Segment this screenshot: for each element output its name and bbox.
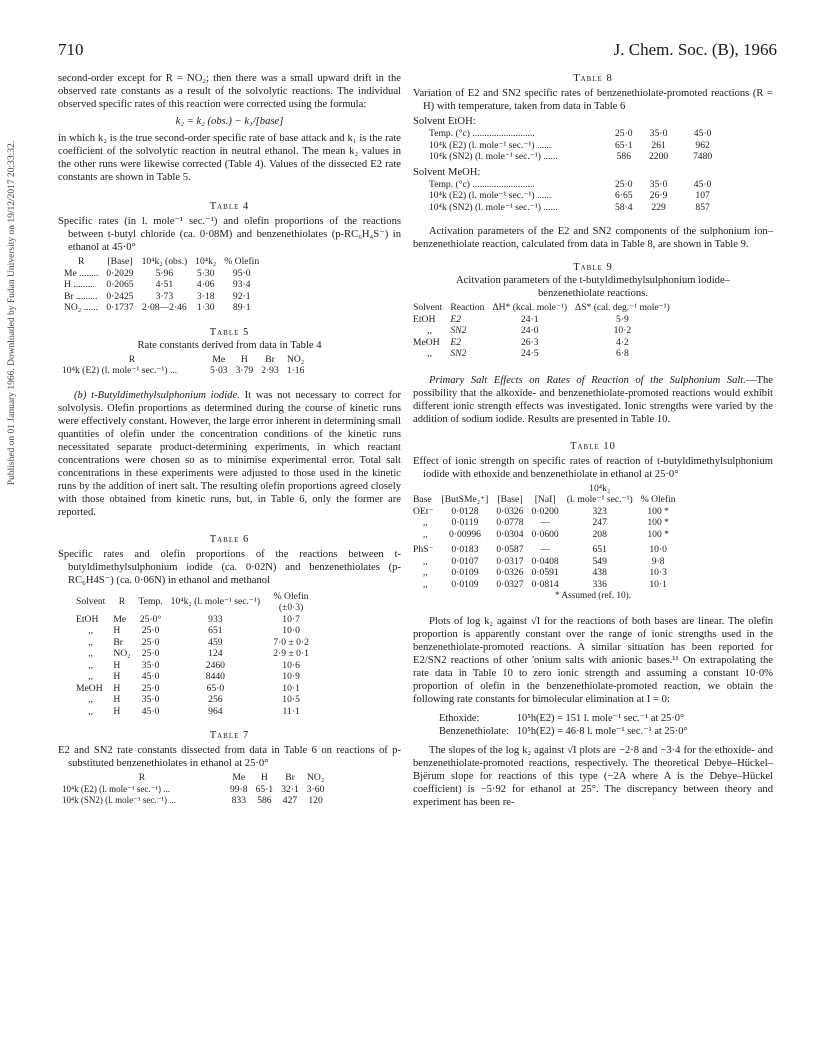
download-watermark: Published on 01 January 1966. Downloaded by Fudan University on 19/12/2017 20:33:32. bbox=[7, 140, 17, 486]
table-5-title: Table 5 bbox=[209, 326, 250, 338]
table-cell: 10⁴k (E2) (l. mole⁻¹ sec.⁻¹) ...... bbox=[429, 190, 552, 201]
table-cell: 10⁴k (SN2) (l. mole⁻¹ sec.⁻¹) ...... bbox=[429, 151, 558, 162]
table-cell: 857 bbox=[695, 201, 710, 213]
table-cell: Temp. (°c) .......................... bbox=[429, 178, 535, 190]
table-row bbox=[72, 625, 318, 637]
table-cell: 651 bbox=[592, 544, 607, 555]
table-row bbox=[413, 540, 680, 556]
table-row bbox=[72, 614, 318, 626]
table-row bbox=[72, 660, 318, 672]
table-header: NO₂ bbox=[286, 353, 305, 365]
rate-equations bbox=[439, 712, 692, 738]
table-cell: H bbox=[113, 705, 121, 717]
table-cell: 10⁴k (SN2) (l. mole⁻¹ sec.⁻¹) ... bbox=[62, 795, 177, 805]
table-cell: 11·1 bbox=[282, 705, 300, 717]
table-cell: 0·0200 bbox=[531, 505, 559, 517]
table-header: Solvent bbox=[413, 302, 443, 313]
paragraph: The slopes of the log k₂ against √I plots are −2·8 and −3·4 for the ethoxide- and benzenethiolate-promoted reactions, respectively. The theoretical Debye–Hückel–Bjërum slope for reactions of this type (−2A where A is the Debye–Hückel coefficient) is −5·92 for ethanol at 25°. The discrepancy between theory and experiment has been re- bbox=[413, 745, 773, 808]
paragraph-heading: (b) t-Butyldimethylsulphonium iodide. bbox=[74, 389, 240, 401]
table-cell: 10·2 bbox=[613, 325, 632, 336]
table-row bbox=[413, 325, 674, 337]
table-cell: 65·1 bbox=[615, 139, 633, 151]
table-row bbox=[413, 337, 674, 349]
table-row bbox=[58, 784, 328, 796]
table-cell: 107 bbox=[695, 190, 710, 201]
table-10-footnote: * Assumed (ref. 10). bbox=[554, 591, 632, 601]
table-cell: 24·0 bbox=[520, 325, 539, 336]
page-number: 710 bbox=[58, 40, 84, 59]
table-cell: 2·08—2·46 bbox=[141, 302, 187, 313]
table-row bbox=[413, 506, 680, 518]
table-header: 10⁴k₂ (l. mole⁻¹ sec.⁻¹) bbox=[170, 596, 261, 608]
table-cell: 0·0119 bbox=[451, 517, 479, 528]
table-6-title: Table 6 bbox=[209, 533, 250, 545]
table-header: Me bbox=[212, 353, 226, 365]
table-cell: H bbox=[113, 682, 121, 694]
equation-label: Benzenethiolate: bbox=[439, 726, 509, 737]
table-cell: 24·5 bbox=[520, 348, 539, 359]
formula: k₂ = k₂ (obs.) − k₁/[base] bbox=[175, 116, 284, 127]
table-cell: 0·0326 bbox=[496, 505, 524, 517]
table-header: ΔH* (kcal. mole⁻¹) bbox=[492, 302, 568, 313]
table-cell: 7480 bbox=[693, 151, 713, 162]
table-cell: Br bbox=[113, 636, 123, 648]
table-cell: MeOH bbox=[413, 336, 440, 348]
table-8-solvent-label: Solvent MeOH: bbox=[413, 166, 481, 178]
table-cell: 0·0109 bbox=[451, 578, 479, 590]
table-cell: ,, bbox=[88, 671, 94, 682]
table-header: R bbox=[138, 772, 146, 783]
table-cell: ,, bbox=[427, 325, 433, 336]
table-row bbox=[425, 202, 725, 214]
table-8-solvent-label: Solvent EtOH: bbox=[413, 116, 476, 127]
table-cell: 2·9 ± 0·1 bbox=[273, 648, 309, 659]
table-header: Base bbox=[413, 494, 432, 505]
table-cell: H bbox=[113, 671, 121, 682]
table-header: Temp. bbox=[138, 596, 163, 608]
table-row bbox=[413, 529, 680, 541]
table-row bbox=[58, 365, 308, 377]
table-cell: 208 bbox=[592, 528, 607, 540]
table-cell: 229 bbox=[651, 201, 666, 213]
table-cell: 2200 bbox=[649, 151, 669, 162]
table-header: 10⁴k₂ bbox=[589, 482, 611, 494]
table-cell: 0·2029 bbox=[106, 267, 134, 279]
table-cell: 124 bbox=[208, 648, 223, 659]
table-cell: 586 bbox=[616, 151, 631, 162]
table-cell: 247 bbox=[592, 517, 607, 528]
table-cell: 0·0317 bbox=[496, 555, 524, 567]
table-header: Reaction bbox=[450, 302, 485, 313]
table-header: Br bbox=[285, 772, 295, 783]
table-row bbox=[72, 671, 318, 683]
table-cell: 35·0 bbox=[141, 659, 160, 671]
table-header: H bbox=[260, 772, 268, 783]
table-cell: 89·1 bbox=[232, 302, 251, 313]
table-6-caption: Specific rates and olefin proportions of the reactions between t-butyldimethylsulphonium iodide (ca. 0·02N) and benzenethiolates (p-RC₆H4S⁻) (ca. 0·06N) in ethanol and methanol bbox=[58, 548, 401, 586]
table-cell: SN2 bbox=[450, 325, 467, 336]
paragraph: in which k₂ is the true second-order specific rate of base attack and k₁ is the rate coefficient of the solvolytic reaction in neutral ethanol. The mean k₂ values in the other runs were likewise corrected (Table 4). Values of the dissected E2 rate constants are shown in Table 5. bbox=[58, 133, 401, 183]
table-cell: ,, bbox=[88, 705, 94, 717]
table-cell: 964 bbox=[208, 705, 223, 717]
table-cell: 25·0 bbox=[141, 625, 160, 636]
table-cell: ,, bbox=[88, 625, 94, 636]
table-cell: 10⁴k (E2) (l. mole⁻¹ sec.⁻¹) ... bbox=[62, 783, 171, 794]
table-cell: H bbox=[113, 694, 121, 705]
table-cell: 0·2425 bbox=[106, 290, 134, 302]
table-row bbox=[72, 683, 318, 695]
table-cell: 962 bbox=[695, 139, 710, 151]
table-header: 10⁴k₂ bbox=[195, 256, 217, 267]
table-cell: 45·0 bbox=[141, 705, 160, 717]
table-cell: 95·0 bbox=[232, 267, 251, 279]
table-cell: 26·9 bbox=[649, 190, 668, 201]
table-cell: Me ........ bbox=[64, 267, 99, 279]
table-cell: 10·7 bbox=[282, 613, 300, 625]
table-5 bbox=[58, 354, 308, 377]
table-cell: SN2 bbox=[450, 348, 467, 359]
table-cell: 2460 bbox=[205, 659, 225, 671]
table-7-caption: E2 and SN2 rate constants dissected from data in Table 6 on reactions of p-substituted benzenethiolates in ethanol at 25·0° bbox=[58, 745, 401, 769]
table-header: NO₂ bbox=[306, 772, 325, 783]
table-cell: 0·0327 bbox=[496, 578, 524, 590]
table-header: [Base] bbox=[107, 256, 133, 267]
table-cell: 25·0 bbox=[141, 636, 160, 648]
table-cell: 5·30 bbox=[196, 267, 215, 279]
paragraph bbox=[413, 374, 773, 426]
table-cell: 0·0183 bbox=[451, 544, 479, 555]
table-cell: 65·1 bbox=[255, 783, 274, 795]
table-header: R bbox=[77, 256, 85, 267]
table-cell: 10·5 bbox=[282, 694, 300, 705]
table-cell: EtOH bbox=[413, 313, 436, 325]
table-cell: 10·1 bbox=[282, 682, 300, 694]
table-header: [NaI] bbox=[534, 494, 556, 505]
table-row bbox=[425, 128, 725, 140]
table-cell: 0·0408 bbox=[531, 555, 559, 567]
table-9-caption: Acitvation parameters of the t-butyldimethylsulphonium iodide–benzenethiolate reactions. bbox=[456, 275, 730, 299]
table-cell: 3·73 bbox=[155, 290, 174, 302]
left-column bbox=[58, 72, 401, 807]
table-10-title: Table 10 bbox=[570, 440, 616, 452]
table-header: Me bbox=[232, 772, 246, 783]
table-header: % Olefin bbox=[640, 494, 676, 505]
table-cell: 45·0 bbox=[693, 128, 712, 139]
table-cell: Me bbox=[113, 613, 127, 625]
equation: 10⁵h(E2) = 151 l. mole⁻¹ sec.⁻¹ at 25·0° bbox=[516, 713, 685, 724]
table-row bbox=[425, 151, 725, 163]
table-cell: 0·0591 bbox=[531, 567, 559, 578]
table-cell: ,, bbox=[422, 578, 428, 590]
table-cell: 0·00996 bbox=[448, 528, 481, 540]
table-cell: MeOH bbox=[76, 682, 103, 694]
table-cell: 0·0326 bbox=[496, 567, 524, 578]
table-cell: 0·0128 bbox=[451, 505, 479, 517]
table-cell: 26·3 bbox=[520, 336, 539, 348]
table-cell: 1·30 bbox=[196, 302, 215, 313]
table-cell: OEt⁻ bbox=[413, 505, 434, 517]
table-header: (l. mole⁻¹ sec.⁻¹) bbox=[566, 494, 633, 505]
table-cell: ,, bbox=[422, 555, 428, 567]
table-cell: 65·0 bbox=[206, 682, 225, 694]
table-cell: 833 bbox=[231, 795, 246, 806]
table-cell: NO₂ bbox=[113, 648, 131, 659]
table-cell: 10·6 bbox=[282, 659, 300, 671]
table-cell: 586 bbox=[257, 795, 272, 806]
table-cell: NO₂ ...... bbox=[64, 302, 98, 313]
table-cell: 24·1 bbox=[520, 313, 539, 325]
table-cell: ,, bbox=[88, 648, 94, 659]
table-cell: ,, bbox=[422, 567, 428, 578]
table-header: Solvent bbox=[76, 596, 106, 608]
table-row bbox=[60, 291, 263, 303]
paragraph bbox=[58, 389, 401, 519]
table-row bbox=[72, 706, 318, 718]
table-cell: H bbox=[113, 625, 121, 636]
table-4-caption: Specific rates (in l. mole⁻¹ sec.⁻¹) and olefin proportions of the reactions between t-butyl chloride (ca. 0·08M) and benzenethiolates (p-RC₆H₄S⁻) in ethanol at 45·0° bbox=[58, 216, 401, 253]
table-cell: 6·8 bbox=[616, 348, 629, 359]
paragraph-text: —The possibility that the alkoxide- and benzenethiolate-promoted reactions would exhibit different ionic strength effects was investigated. Ionic strengths were varied by the addition of sodium iodide. Results are presented in Table 10. bbox=[413, 374, 773, 425]
table-cell: 100 * bbox=[647, 528, 669, 540]
table-cell: — bbox=[540, 517, 550, 528]
table-row bbox=[72, 694, 318, 706]
table-cell: 4·2 bbox=[616, 336, 629, 348]
table-cell: EtOH bbox=[76, 613, 99, 625]
table-8-ethanol bbox=[425, 128, 725, 163]
table-5-caption: Rate constants derived from data in Table 4 bbox=[137, 339, 322, 351]
table-cell: 93·4 bbox=[232, 279, 251, 290]
table-cell: 256 bbox=[208, 694, 223, 705]
table-cell: 5·96 bbox=[155, 267, 174, 279]
table-cell: 0·1737 bbox=[106, 302, 134, 313]
table-cell: E2 bbox=[450, 336, 461, 348]
table-header: ΔS* (cal. deg.⁻¹ mole⁻¹) bbox=[575, 302, 670, 313]
table-cell: ,, bbox=[88, 694, 94, 705]
table-cell: ,, bbox=[88, 636, 94, 648]
table-cell: 0·0107 bbox=[451, 555, 479, 567]
table-header: R bbox=[118, 596, 126, 608]
table-header: Br bbox=[265, 353, 275, 365]
paragraph: Activation parameters of the E2 and SN2 components of the sulphonium ion–benzenethiolate reaction, calculated from data in Table 8, are shown in Table 9. bbox=[413, 226, 773, 250]
table-cell: — bbox=[540, 544, 550, 555]
table-cell: 2·93 bbox=[261, 365, 279, 376]
equation: 10⁵h(E2) = 46·8 l. mole⁻¹ sec.⁻¹ at 25·0° bbox=[516, 726, 688, 737]
table-cell: 651 bbox=[208, 625, 223, 636]
table-cell: 336 bbox=[592, 578, 607, 590]
table-cell: 0·0587 bbox=[496, 544, 524, 555]
table-row bbox=[425, 190, 725, 202]
paragraph-text: It was not necessary to correct for solvolysis. Olefin proportions as determined during the course of kinetic runs were effectively constant. However, the large error inherent in determining small quantities of olefin under the concentration conditions of the kinetic runs necessitated separate product-determining experiments, in which reactant concentrations were chosen so as to minimise experimental error. Total salt concentrations in these experiments were adjusted to those used in the kinetic runs by the addition of inert salt. The resulting olefin proportions agreed closely with those obtained from kinetic runs, but, in Table 6, only the former are reported. bbox=[58, 389, 401, 518]
table-cell: ,, bbox=[422, 528, 428, 540]
table-cell: 32·1 bbox=[281, 783, 299, 795]
table-row bbox=[413, 314, 674, 326]
table-row bbox=[413, 348, 674, 360]
table-header: R bbox=[128, 353, 136, 365]
table-cell: 7·0 ± 0·2 bbox=[273, 636, 309, 648]
table-cell: ,, bbox=[427, 348, 433, 359]
table-cell: 3·79 bbox=[235, 365, 254, 376]
table-cell: 1·16 bbox=[286, 365, 305, 376]
table-cell: 100 * bbox=[647, 505, 669, 517]
table-cell: 438 bbox=[592, 567, 607, 578]
table-6 bbox=[72, 591, 318, 718]
table-cell: 25·0 bbox=[615, 178, 633, 190]
table-8-title: Table 8 bbox=[573, 73, 613, 84]
table-cell: 25·0 bbox=[141, 648, 160, 659]
paragraph-heading: Primary Salt Effects on Rates of Reaction of the Sulphonium Salt. bbox=[429, 374, 746, 386]
table-cell: 4·06 bbox=[196, 279, 215, 290]
table-9 bbox=[413, 302, 674, 360]
table-cell: 10⁴k (E2) (l. mole⁻¹ sec.⁻¹) ... bbox=[62, 365, 178, 376]
equation-row bbox=[439, 712, 692, 725]
table-row bbox=[413, 556, 680, 568]
table-row bbox=[413, 567, 680, 579]
right-column bbox=[413, 72, 773, 809]
table-7 bbox=[58, 772, 328, 807]
table-cell: 459 bbox=[208, 636, 223, 648]
table-header: H bbox=[240, 353, 248, 365]
journal-header: J. Chem. Soc. (B), 1966 bbox=[613, 40, 777, 59]
table-8-methanol bbox=[425, 179, 725, 214]
table-cell: 100 * bbox=[647, 517, 669, 528]
table-cell: 6·65 bbox=[615, 190, 633, 201]
table-cell: 5·9 bbox=[616, 313, 629, 325]
paragraph: second-order except for R = NO₂; then there was a small upward drift in the observed rate constants as a result of the solvolytic reactions. The individual observed specific rates of this reaction were corrected using the formula: bbox=[58, 73, 401, 110]
table-4 bbox=[60, 256, 263, 314]
table-header: 10⁴k₂ (obs.) bbox=[141, 256, 188, 267]
table-cell: 120 bbox=[308, 795, 323, 806]
table-row bbox=[72, 637, 318, 649]
equation-label: Ethoxide: bbox=[439, 713, 480, 724]
table-header: [Base] bbox=[497, 494, 523, 505]
table-10 bbox=[413, 483, 680, 591]
table-header: % Olefin (±0·3) bbox=[273, 590, 309, 613]
table-cell: 45·0 bbox=[141, 671, 160, 682]
table-cell: 549 bbox=[592, 555, 607, 567]
table-cell: H ......... bbox=[64, 279, 95, 290]
table-cell: 0·0814 bbox=[531, 578, 559, 590]
table-cell: 10⁴k (SN2) (l. mole⁻¹ sec.⁻¹) ...... bbox=[429, 201, 558, 213]
table-4-title: Table 4 bbox=[209, 201, 250, 212]
table-cell: Temp. (°c) .......................... bbox=[429, 128, 535, 139]
table-cell: 92·1 bbox=[232, 290, 251, 302]
table-cell: 35·0 bbox=[141, 694, 160, 705]
table-row bbox=[60, 302, 263, 314]
table-cell: 0·2065 bbox=[106, 279, 134, 290]
table-cell: 25·0° bbox=[139, 613, 162, 625]
table-cell: 4·51 bbox=[155, 279, 174, 290]
table-cell: 35·0 bbox=[649, 128, 668, 139]
table-row bbox=[60, 279, 263, 291]
table-7-title: Table 7 bbox=[209, 730, 250, 741]
table-cell: 3·60 bbox=[306, 783, 325, 795]
table-cell: 0·0304 bbox=[496, 528, 524, 540]
table-cell: H bbox=[113, 659, 121, 671]
table-cell: 323 bbox=[592, 505, 607, 517]
table-cell: 25·0 bbox=[141, 682, 160, 694]
table-cell: 10·9 bbox=[282, 671, 300, 682]
table-header: [ButSMe₂⁺] bbox=[441, 494, 489, 505]
table-cell: 3·18 bbox=[196, 290, 215, 302]
table-cell: 45·0 bbox=[693, 178, 712, 190]
table-row bbox=[72, 648, 318, 660]
table-8-caption: Variation of E2 and SN2 specific rates of benzenethiolate-promoted reactions (R = H) with temperature, taken from data in Table 6 bbox=[413, 88, 773, 112]
table-9-title: Table 9 bbox=[573, 262, 613, 273]
table-cell: 58·4 bbox=[615, 201, 633, 213]
table-cell: 25·0 bbox=[615, 128, 633, 139]
table-cell: 10·0 bbox=[282, 625, 300, 636]
table-row bbox=[425, 179, 725, 191]
table-cell: 99·8 bbox=[230, 783, 248, 795]
table-header: % Olefin bbox=[224, 256, 260, 267]
table-cell: 427 bbox=[282, 795, 298, 806]
table-cell: ,, bbox=[422, 517, 428, 528]
table-cell: 0·0109 bbox=[451, 567, 479, 578]
table-cell: 9·8 bbox=[651, 555, 665, 567]
table-cell: PhS⁻ bbox=[413, 544, 434, 555]
table-cell: 10·1 bbox=[649, 578, 667, 590]
table-cell: 0·0600 bbox=[531, 528, 559, 540]
table-10-caption: Effect of ionic strength on specific rates of reaction of t-butyldimethylsulphonium iodide with ethoxide and benzenethiolate in ethanol at 25·0° bbox=[413, 455, 773, 480]
table-cell: E2 bbox=[450, 313, 461, 325]
table-cell: 0·0778 bbox=[496, 517, 524, 528]
paragraph: Plots of log k₂ against √I for the reactions of both bases are linear. The olefin proportion is apparently constant over the range of ionic strengths used in the benzenethiolate-promoted reactions. A similar situation has been reported for E2/SN2 reactions of other 'onium salts with anionic bases.¹¹ On extrapolating the rate data in Table 10 to zero ionic strength and assuming a constant 10·0% proportion of olefin in the benzenethiolate-promoted reaction, we obtain the following rate constants for bimolecular elimination at I = 0: bbox=[413, 616, 773, 705]
equation-row bbox=[439, 725, 692, 738]
table-cell: 933 bbox=[208, 613, 223, 625]
table-cell: 261 bbox=[651, 139, 666, 151]
table-cell: 10·3 bbox=[649, 567, 667, 578]
table-cell: Br ......... bbox=[64, 290, 98, 302]
table-row bbox=[60, 268, 263, 280]
table-cell: ,, bbox=[88, 659, 94, 671]
table-cell: 10⁴k (E2) (l. mole⁻¹ sec.⁻¹) ...... bbox=[429, 139, 552, 151]
table-cell: 8440 bbox=[205, 671, 225, 682]
table-row bbox=[425, 140, 725, 152]
table-cell: 5·03 bbox=[210, 365, 228, 376]
table-cell: 35·0 bbox=[649, 178, 668, 190]
table-row bbox=[413, 579, 680, 591]
table-row bbox=[58, 795, 328, 807]
table-row bbox=[413, 517, 680, 529]
table-cell: 10·0 bbox=[649, 544, 667, 555]
